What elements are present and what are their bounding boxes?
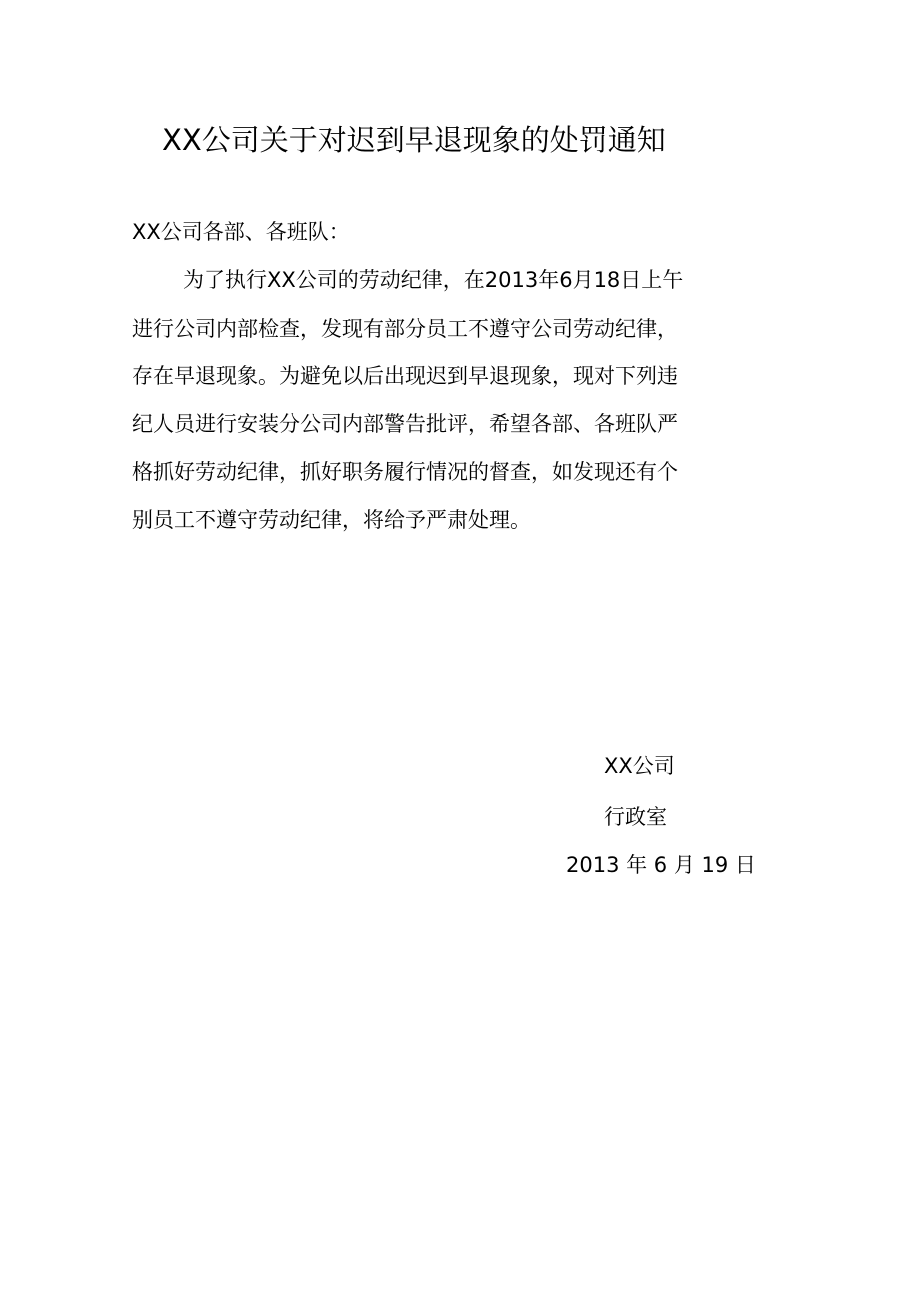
body-line-3: 存在早退现象。为避免以后出现迟到早退现象，现对下列违 (132, 364, 678, 388)
body-line-5: 格抓好劳动纪律，抓好职务履行情况的督查，如发现还有个 (132, 460, 678, 484)
body-line-1: 为了执行XX公司的劳动纪律，在2013年6月18日上午 (183, 268, 684, 292)
body-line-4: 纪人员进行安装分公司内部警告批评，希望各部、各班队严 (132, 412, 678, 436)
body-line-2: 进行公司内部检查，发现有部分员工不遵守公司劳动纪律， (132, 317, 678, 341)
salutation: XX公司各部、各班队： (132, 220, 350, 244)
signature-company: XX公司 (604, 754, 675, 778)
signature-date: 2013 年 6 月 19 日 (566, 853, 756, 877)
body-line-6: 别员工不遵守劳动纪律，将给予严肃处理。 (132, 508, 531, 532)
signature-department: 行政室 (604, 805, 667, 829)
document-title: XX公司关于对迟到早退现象的处罚通知 (162, 123, 666, 157)
